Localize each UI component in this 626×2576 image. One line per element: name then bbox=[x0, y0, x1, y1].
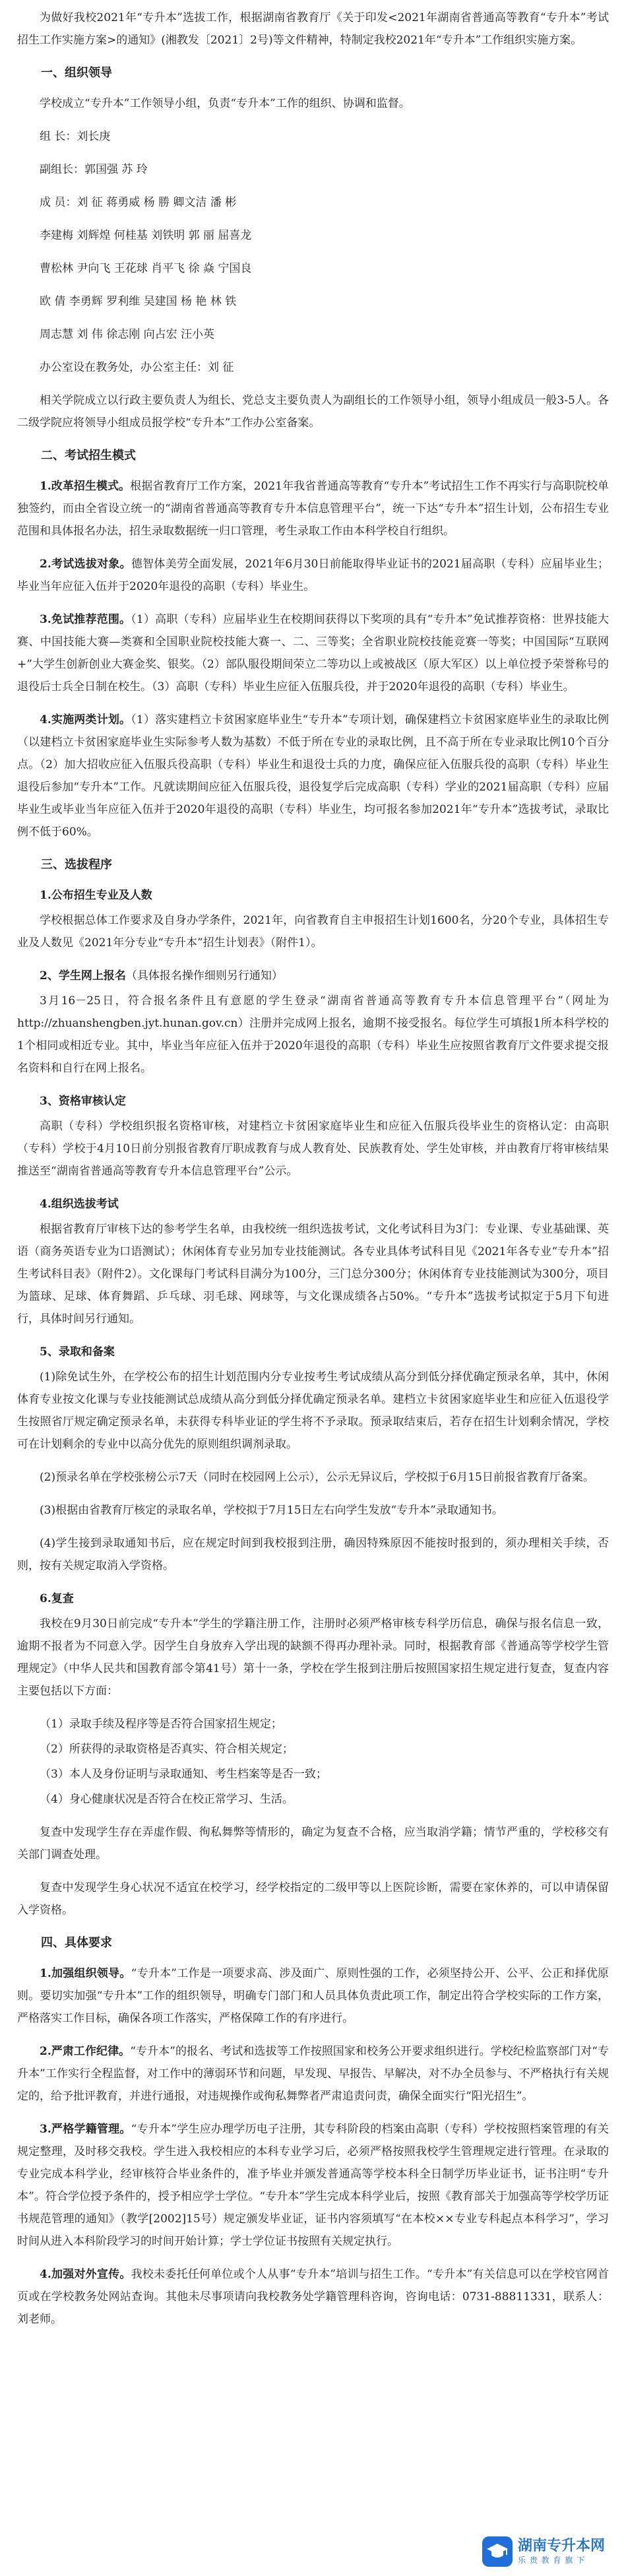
s3-e-head: 5、录取和备案 bbox=[40, 1345, 115, 1359]
s3-f-p2: 复查中发现学生存在弄虚作假、徇私舞弊等情形的，确定为复查不合格，应当取消学籍；情节严重的，学校移交有关部门调查处理。 bbox=[17, 1826, 609, 1861]
s3-e-p1: (1)除免试生外，在学校公布的招生计划范围内分专业按考生考试成绩从高分到低分择优确定预录名单，其中，休闲体育专业按文化课与专业技能测试总成绩从高分到低分择优确定预录名单。建档立卡贫困家庭毕业生和应征入伍退役学生按照省厅规定确定预录名单，未获得专科毕业证的学生将不予录取。预录取结束后，若存在招生计划剩余情况，学校可在计划剩余的专业中以高分优先的原则组织调剂录取。 bbox=[17, 1370, 609, 1451]
roster-members-2: 李建梅 刘辉煌 何桂基 刘铁明 郭 丽 屈喜龙 bbox=[40, 229, 252, 242]
s2-item-4 bbox=[17, 709, 609, 843]
s4-item-1-body: “专升本”工作是一项要求高、涉及面广、原则性强的工作，必须坚持公开、公平、公正和择优原则。要切实加强“专升本”工作的组织领导，明确专门部门和人员具体负责此项工作，制定出符合学校实际的工作方案，严格落实工作目标，确保各项工作落实，严格保障工作的有序进行。 bbox=[17, 1967, 609, 2025]
s3-f-list-1: （1）录取手续及程序等是否符合国家招生规定； bbox=[40, 1718, 282, 1731]
s3-e-p4: (4)学生接到录取通知书后，应在规定时间到我校报到注册，确因特殊原因不能按时报到的，须办理相关手续，否则，按有关规定取消入学资格。 bbox=[17, 1537, 609, 1572]
s3-f-p3: 复查中发现学生身心状况不适宜在校学习，经学校指定的二级甲等以上医院诊断，需要在家休养的，可以申请保留入学资格。 bbox=[17, 1881, 609, 1917]
s2-item-2-head: 2.考试选拔对象。 bbox=[40, 558, 131, 571]
intro-paragraph: 为做好我校2021年“专升本”选拔工作，根据湖南省教育厅《关于印发<2021年湖南省普通高等教育“专升本”考试招生工作实施方案>的通知》(湘教发〔2021〕2号)等文件精神，特制定我校2021年“专升本”工作组织实施方案。 bbox=[17, 11, 609, 47]
s2-item-1-head: 1.改革招生模式。 bbox=[40, 480, 131, 493]
s2-item-2-body: 德智体美劳全面发展，2021年6月30日前能取得毕业证书的2021届高职（专科）应届毕业生；毕业当年应征入伍并于2020年退役的高职（专科）毕业生。 bbox=[17, 558, 609, 593]
s3-b-head: 2、学生网上报名 bbox=[40, 969, 126, 982]
s3-a-head: 1.公布招生专业及人数 bbox=[40, 889, 152, 902]
s3-e-p2: (2)预录名单在学校张榜公示7天（同时在校园网上公示），公示无异议后，学校拟于6月15日前报省教育厅备案。 bbox=[40, 1471, 594, 1484]
s2-item-2 bbox=[17, 553, 609, 598]
s4-item-1 bbox=[17, 1962, 609, 2030]
s3-b-heading bbox=[17, 965, 609, 987]
s4-item-4 bbox=[17, 2263, 609, 2331]
s3-f-head: 6.复查 bbox=[40, 1592, 74, 1605]
s3-f-list-2: （2）所获得的录取资格是否真实、符合相关规定； bbox=[40, 1743, 294, 1756]
site-watermark bbox=[482, 2531, 621, 2572]
section-1-title: 一、组织领导 bbox=[41, 66, 112, 80]
watermark-text bbox=[518, 2538, 605, 2565]
s3-f-list-3: （3）本人及身份证明与录取通知、考生档案等是否一致； bbox=[40, 1768, 327, 1781]
roster-members-4: 欧 倩 李勇辉 罗利维 吴建国 杨 艳 林 铁 bbox=[40, 295, 237, 308]
s1-paragraph-1: 学校成立“专升本”工作领导小组，负责“专升本”工作的组织、协调和监督。 bbox=[40, 97, 410, 110]
s3-b-note: （具体报名操作细则另行通知） bbox=[125, 969, 283, 982]
roster-deputies: 副组长：郭国强 苏 玲 bbox=[40, 163, 148, 176]
s3-d-body: 根据省教育厅审核下达的参考学生名单，由我校统一组织选拔考试，文化考试科目为3门：专业课、专业基础课、英语（商务英语专业为口语测试）；休闲体育专业另加专业技能测试。各专业具体考试科目见《2021年各专业“专升本”招生考试科目表》（附件2）。文化课每门考试科目满分为100分，三门总分300分；休闲体育专业技能测试为300分，项目为篮球、足球、体育舞蹈、乒乓球、羽毛球、网球等，与文化课成绩各占50%。“专升本”选拔考试拟定于5月下旬进行，具体时间另行通知。 bbox=[17, 1223, 609, 1326]
s3-b-body: 3月16－25日，符合报名条件且有意愿的学生登录“湖南省普通高等教育专升本信息管理平台”（网址为http://zhuanshengben.jyt.hunan.gov.cn）注册并完成网上报名，逾期不接受报名。每位学生可填报1所本科学校的1个相同或相近专业。其中，毕业当年应征入伍并于2020年退役的高职（专科）毕业生应按照省教育厅文件要求提交报名资料和自行在网上报名。 bbox=[17, 994, 609, 1075]
s3-f-p1: 我校在9月30日前完成“专升本”学生的学籍注册工作，注册时必须严格审核专科学历信息，确保与报名信息一致，逾期不报者为不同意入学。因学生自身放弃入学出现的缺额不得再办理补录。同时，根据教育部《普通高等学校学生管理规定》（中华人民共和国教育部令第41号）第十一条，学校在学生报到注册后按照国家招生规定进行复查，复查内容主要包括以下方面： bbox=[17, 1617, 609, 1698]
s2-item-4-body: （1）落实建档立卡贫困家庭毕业生“专升本”专项计划，确保建档立卡贫困家庭毕业生的录取比例（以建档立卡贫困家庭毕业生实际参考人数为基数）不低于所在专业的录取比例，且不高于所在专业录取比例10个百分点。（2）加大招收应征入伍服兵役高职（专科）毕业生和退役士兵的力度，确保应征入伍服兵役的高职（专科）毕业生退役后参加“专升本”工作。凡就读期间应征入伍服兵役，退役复学后完成高职（专科）学业的2021届高职（专科）应届毕业生或毕业当年应征入伍并于2020年退役的高职（专科）毕业生，均可报名参加2021年“专升本”选拔考试，录取比例不低于60%。 bbox=[17, 713, 609, 839]
s2-item-1 bbox=[17, 475, 609, 542]
roster-office: 办公室设在教务处，办公室主任：刘 征 bbox=[40, 361, 234, 374]
s2-item-3-head: 3.免试推荐范围。 bbox=[40, 613, 131, 626]
s4-item-2-head: 2.严肃工作纪律。 bbox=[40, 2045, 131, 2058]
roster-members-1: 成 员：刘 征 蒋勇威 杨 勝 卿文洁 潘 彬 bbox=[40, 196, 237, 209]
s3-f-list-4: （4）身心健康状况是否符合在校正常学习、生活。 bbox=[40, 1793, 294, 1806]
s4-item-3-head: 3.严格学籍管理。 bbox=[40, 2123, 131, 2136]
s4-item-3-body: “专升本”学生应办理学历电子注册，其专科阶段的档案由高职（专科）学校按照档案管理的有关规定整理，及时移交我校。学生进入我校相应的本科专业学习后，必须严格按照我校学生管理规定进行管理。在录取的专业完成本科学业，经审核符合毕业条件的，准予毕业并颁发普通高等学校本科全日制学历毕业证书，证书注明“专升本”。符合学位授予条件的，授予相应学士学位。“专升本”学生完成本科学业后，按照《教育部关于加强高等学校学历证书规范管理的通知》（教学[2002]15号）规定颁发毕业证，证书内容须填写“在本校××专业专科起点本科学习”，学习时间从进入本科阶段学习的时间开始计算；学士学位证书按照有关规定执行。 bbox=[17, 2123, 609, 2248]
section-3-title: 三、选拔程序 bbox=[41, 858, 112, 872]
s2-item-1-body: 根据省教育厅工作方案，2021年我省普通高等教育“专升本”考试招生工作不再实行与高职院校单独签约，而由全省设立统一的“湖南省普通高等教育专升本信息管理平台”，统一下达“专升本”招生计划，公布招生专业范围和具体报名办法，招生录取数据统一归口管理，考生录取工作由本科学校自行组织。 bbox=[17, 480, 609, 538]
roster-members-5: 周志慧 刘 伟 徐志刚 向占宏 汪小英 bbox=[40, 328, 215, 341]
s1-paragraph-2: 相关学院成立以行政主要负责人为组长、党总支主要负责人为副组长的工作领导小组，领导小组成员一般3-5人。各二级学院应将领导小组成员报学校“专升本”工作办公室备案。 bbox=[17, 394, 609, 430]
leadership-roster bbox=[17, 125, 609, 379]
s2-item-3-body: （1）高职（专科）应届毕业生在校期间获得以下奖项的具有“专升本”免试推荐资格：世界技能大赛、中国技能大赛—类赛和全国职业院校技能大赛一、二、三等奖；全省职业院校技能竞赛一等奖；中国国际“互联网+”大学生创新创业大赛金奖、银奖。（2）部队服役期间荣立二等功以上或被战区（原大军区）以上单位授予荣誉称号的退役后士兵全日制在校生。（3）高职（专科）毕业生应征入伍服兵役，并于2020年退役的高职（专科）毕业生。 bbox=[17, 613, 609, 693]
s3-c-body: 高职（专科）学校组织报名资格审核，对建档立卡贫困家庭毕业生和应征入伍服兵役毕业生的资格认定：由高职（专科）学校于4月10日前分别报省教育厅职成教育与成人教育处、民族教育处、学生处审核，并由教育厅将审核结果推送至“湖南省普通高等教育专升本信息管理平台”公示。 bbox=[17, 1120, 609, 1178]
section-2-title: 二、考试招生模式 bbox=[41, 449, 136, 463]
s2-item-4-head: 4.实施两类计划。 bbox=[40, 713, 131, 726]
s3-d-head: 4.组织选拔考试 bbox=[40, 1198, 119, 1211]
s4-item-4-head: 4.加强对外宣传。 bbox=[40, 2268, 131, 2281]
s4-item-2 bbox=[17, 2040, 609, 2108]
watermark-title: 湖南专升本网 bbox=[518, 2538, 606, 2554]
s2-item-3 bbox=[17, 608, 609, 698]
s4-item-3 bbox=[17, 2118, 609, 2253]
s3-e-p3: (3)根据由省教育厅核定的录取名单，学校拟于7月15日左右向学生发放“专升本”录取通知书。 bbox=[40, 1504, 503, 1517]
s3-c-head: 3、资格审核认定 bbox=[40, 1095, 126, 1108]
s4-item-4-body: 我校未委托任何单位或个人从事“专升本”培训与招生工作。“专升本”有关信息可以在学校官网首页或在学校教务处网站查询。其他未尽事项请向我校教务处学籍管理科咨询，咨询电话：0731-88811331，联系人：刘老师。 bbox=[17, 2268, 610, 2326]
s4-item-2-body: “专升本”的报名、考试和选拔等工作按照国家和校务公开要求组织进行。学校纪检监察部门对“专升本”工作实行全程监督，对工作中的薄弱环节和问题，早发现、早报告、早解决，对不办全员参与、不严格执行有关规定的，给予批评教育，并进行通报，对违规操作或徇私舞弊者严肃追责问责，确保全面实行“阳光招生”。 bbox=[17, 2045, 609, 2103]
watermark-subtitle: 乐 贵 教 育 旗 下 bbox=[518, 2556, 586, 2565]
section-4-title: 四、具体要求 bbox=[41, 1936, 112, 1950]
roster-leader: 组 长：刘长庚 bbox=[40, 130, 111, 143]
graduation-cap-icon bbox=[482, 2536, 513, 2567]
s3-a-body: 学校根据总体工作要求及自身办学条件，2021年，向省教育自主申报招生计划1600名，分20个专业，具体招生专业及人数见《2021年分专业“专升本”招生计划表》（附件1）。 bbox=[17, 914, 609, 950]
s4-item-1-head: 1.加强组织领导。 bbox=[40, 1967, 131, 1980]
roster-members-3: 曹松林 尹向飞 王花球 肖平飞 徐 焱 宁国良 bbox=[40, 262, 252, 275]
